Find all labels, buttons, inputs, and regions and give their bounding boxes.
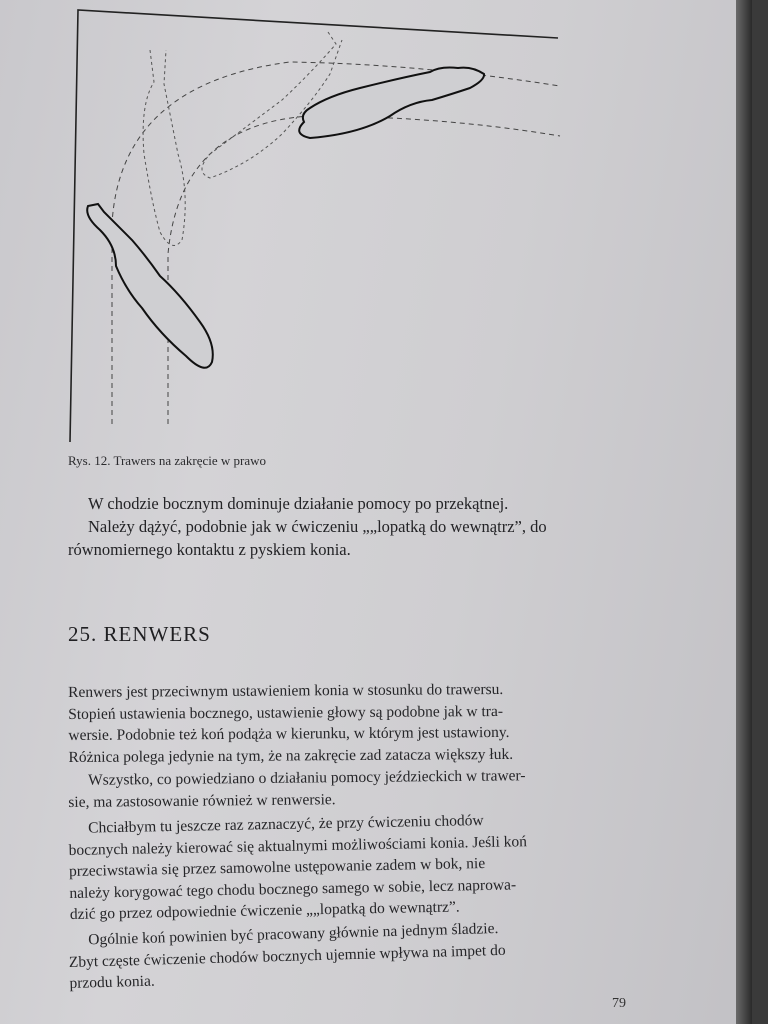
p1-line: Renwers jest przeciwnym ustawieniem konia w stosunku do trawersu. [68,680,504,701]
p4-line: Ogólnie koń powinien być pracowany głównie na jednym śladzie. [88,919,499,949]
section-number: 25. [68,622,98,646]
horse-left [87,204,213,368]
p3-line: należy korygować tego chodu bocznego samego w sobie, lecz naprowa- [69,876,517,902]
paragraph-3 [68,807,642,926]
section-title: RENWERS [103,622,211,646]
intro-line-1: W chodzie bocznym dominuje działanie pomocy po przekątnej. [88,494,509,513]
paragraph-2 [68,764,640,813]
paragraph-4 [68,914,630,994]
page-number: 79 [612,996,626,1011]
p4-line: przodu konia. [69,972,155,993]
p3-line: Chciałbym tu jeszcze raz zaznaczyć, że przy ćwiczeniu chodów [88,812,484,837]
horse-traverse-diagram [60,4,570,444]
p2-line: Wszystko, co powiedziano o działaniu pomocy jeździeckich w trawer- [88,767,526,789]
p4-line: Zbyt częste ćwiczenie chodów bocznych ujemnie wpływa na impet do [68,941,506,971]
figure-caption: Rys. 12. Trawers na zakręcie w prawo [68,453,267,468]
p2-line: sie, ma zastosowanie również w renwersie. [68,790,336,811]
page-edge [736,0,752,1024]
p1-line: wersie. Podobnie też koń podąża w kierunku, w którym jest ustawiony. [68,724,510,745]
p3-line: przeciwstawia się przez samowolne ustępowanie zadem w bok, nie [68,855,486,881]
p3-line: dzić go przez odpowiednie ćwiczenie „„lopatką do wewnątrz”. [69,898,460,924]
p1-line: Stopień ustawienia bocznego, ustawienie głowy są podobne jak w tra- [68,702,504,723]
intro-line-2: Należy dążyć, podobnie jak w ćwiczeniu „„lopatką do wewnątrz”, do [88,517,547,536]
intro-text [68,492,648,561]
p1-line: Różnica polega jedynie na tym, że na zakręcie zad zatacza większy łuk. [68,745,514,766]
p3-line: bocznych należy kierować się aktualnymi możliwościami konia. Jeśli koń [68,832,528,859]
intro-line-3: równomiernego kontaktu z pyskiem konia. [68,540,351,559]
section-heading [68,622,211,647]
paragraph-1 [68,678,641,768]
